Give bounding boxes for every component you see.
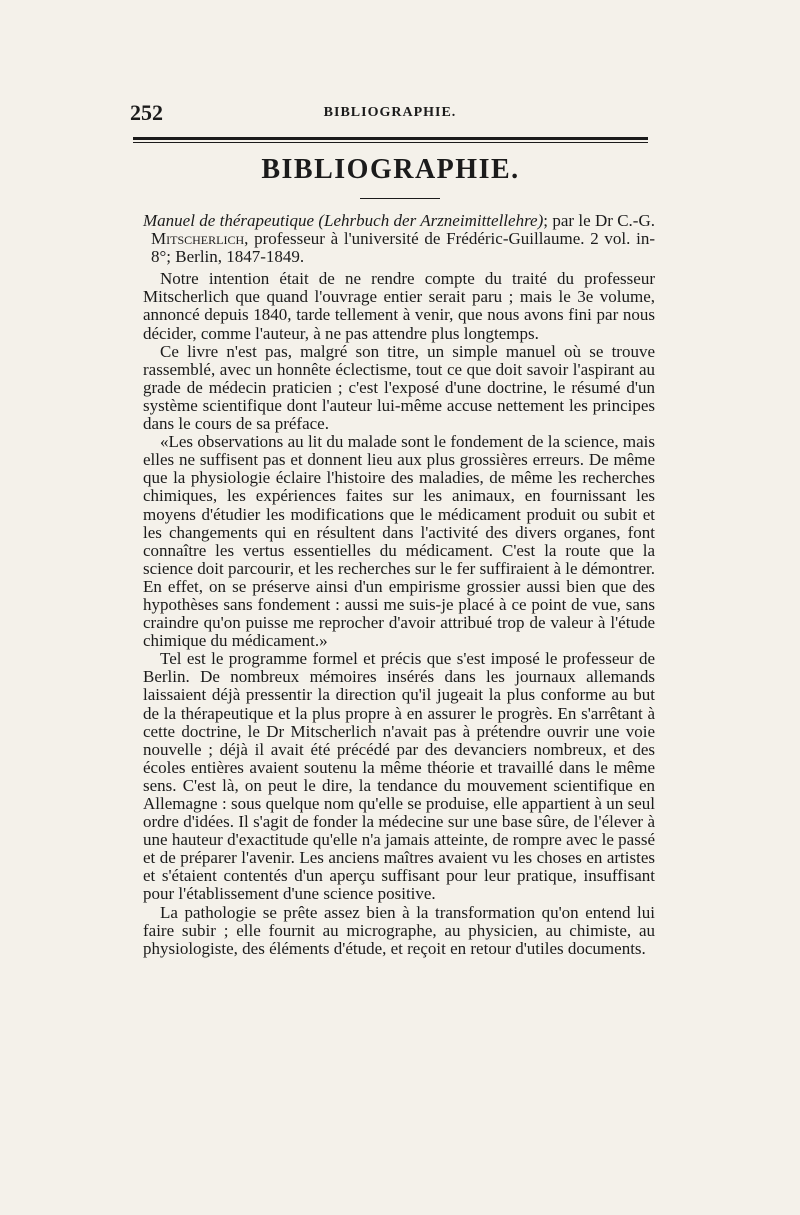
citation-title: Manuel de thérapeutique (Lehrbuch der Arzneimittellehre) [143, 211, 544, 230]
page-number: 252 [130, 100, 163, 125]
citation [143, 212, 655, 266]
running-title: BIBLIOGRAPHIE. [323, 105, 457, 120]
citation-by: par le Dr C.-G. [552, 211, 655, 230]
body-text [143, 212, 655, 958]
section-title: BIBLIOGRAPHIE. [261, 154, 520, 185]
paragraph-quote: «Les observations au lit du malade sont le fondement de la science, mais elles ne suffisent pas et donnent lieu aux plus grossières erreurs. De même que la physiologie éclaire l'histoire des maladies, de même les recherches chimiques, les expériences faites sur les animaux, en fournissant les moyens d'étudier les modifications que le médicament produit ou subit et les changements qui en résultent dans l'activité des divers organes, font connaître les vertus essentielles du médicament. C'est la route que la science doit parcourir, et les recherches sur le fer suffiraient à le démontrer. En effet, on se préserve ainsi d'un empirisme grossier aussi bien que des hypothèses sans fondement : aussi me suis-je placé à ce point de vue, sans craindre qu'on puisse me reprocher d'avoir attribué trop de valeur à l'étude chimique du médicament.» [143, 432, 655, 651]
paragraph-5: La pathologie se prête assez bien à la transformation qu'on entend lui faire subir ; elle fournit au micrographe, au physicien, au chimiste, au physiologiste, des éléments d'étude, et reçoit en retour d'utiles documents. [143, 902, 655, 958]
paragraph-4: Tel est le programme formel et précis que s'est imposé le professeur de Berlin. De nombreux mémoires insérés dans les journaux allemands laissaient déjà pressentir la direction qu'il jugeait la plus conforme au but de la thérapeutique et la plus propre à en assurer le progrès. En s'arrêtant à cette doctrine, le Dr Mitscherlich n'avait pas à prétendre ouvrir une voie nouvelle ; déjà il avait été précédé par des devanciers nombreux, et des écoles entières avaient soutenu la même théorie et travaillé dans le même sens. C'est là, on peut le dire, la tendance du mouvement scientifique en Allemagne : sous quelque nom qu'elle se produise, elle appartient à un seul ordre d'idées. Il s'agit de fonder la médecine sur une base sûre, de l'élever à une hauteur d'exactitude qu'elle n'a jamais atteinte, de rompre avec le passé et de préparer l'avenir. Les anciens maîtres avaient vu les choses en artistes et s'étaient contentés d'un aperçu suffisant pour leur pratique, insuffisant pour l'établissement d'une science positive. [143, 649, 655, 904]
citation-details: , professeur à l'université de Frédéric-Guillaume. 2 vol. in-8°; Berlin, 1847-1849. [151, 229, 655, 267]
title-rule [360, 198, 440, 199]
running-head [130, 100, 650, 126]
citation-author: Mitscherlich [151, 229, 245, 249]
paragraph-2: Ce livre n'est pas, malgré son titre, un simple manuel où se trouve rassemblé, avec un honnête éclectisme, tout ce que doit savoir l'aspirant au grade de médecin praticien ; c'est l'exposé d'une doctrine, le résumé d'un système scientifique dont l'auteur lui-même accuse nettement les principes dans le cours de sa préface. [143, 341, 655, 434]
paragraph-1: Notre intention était de ne rendre compte du traité du professeur Mitscherlich que quand l'ouvrage entier serait paru ; mais le 3e volume, annoncé depuis 1840, tarde tellement à venir, que nous avons fini par nous décider, comme l'auteur, à ne pas attendre plus longtemps. [143, 269, 655, 343]
citation-separator: ; [543, 211, 553, 230]
header-rule-thin [133, 142, 648, 143]
header-rule-thick [133, 137, 648, 140]
